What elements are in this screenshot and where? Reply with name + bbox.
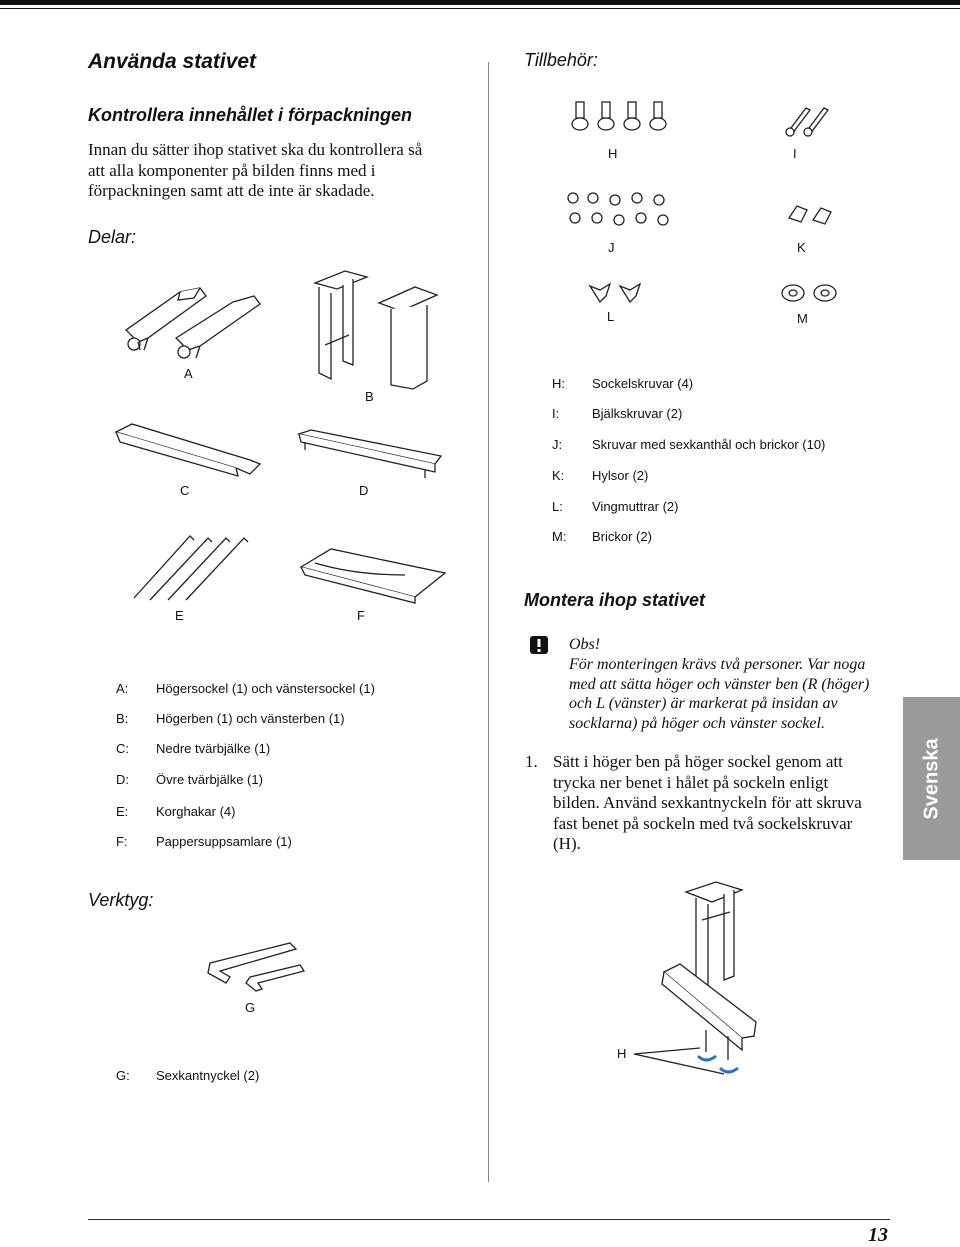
item-key: K: xyxy=(552,468,565,483)
top-rule xyxy=(0,0,960,5)
part-g-illustration xyxy=(200,935,310,995)
step-line: Sätt i höger ben på höger sockel genom att xyxy=(553,752,843,771)
part-e-illustration xyxy=(130,530,250,605)
item-value: Övre tvärbjälke (1) xyxy=(156,772,263,787)
figure-label-g: G xyxy=(245,1000,256,1015)
part-j-illustration xyxy=(563,190,683,230)
figure-label-d: D xyxy=(359,483,369,498)
parts-heading: Delar: xyxy=(88,227,137,247)
list-item xyxy=(116,711,476,731)
list-item xyxy=(116,834,476,854)
list-item xyxy=(116,681,476,701)
figure-label-k: K xyxy=(797,240,806,255)
item-value: Pappersuppsamlare (1) xyxy=(156,834,292,849)
part-m-illustration xyxy=(781,282,841,304)
note-line: För monteringen krävs två personer. Var noga xyxy=(569,656,866,673)
item-value: Sockelskruvar (4) xyxy=(592,376,694,391)
figure-label-h2: H xyxy=(617,1046,627,1061)
top-rule-thin xyxy=(0,8,960,9)
part-l-illustration xyxy=(588,280,648,310)
list-item xyxy=(116,741,476,761)
note-line: med att sätta höger och vänster ben (R (höger) xyxy=(569,675,870,693)
item-value: Högerben (1) och vänsterben (1) xyxy=(156,711,345,726)
part-i-illustration xyxy=(782,104,832,136)
list-item xyxy=(552,437,892,457)
intro-paragraph xyxy=(88,140,422,202)
intro-line: Innan du sätter ihop stativet ska du kontrollera så xyxy=(88,140,423,159)
list-item xyxy=(116,772,476,792)
intro-line: förpackningen samt att de inte är skadade. xyxy=(88,181,375,200)
part-f-illustration xyxy=(295,545,450,605)
figure-label-l: L xyxy=(607,309,615,324)
section-title: Använda stativet xyxy=(88,50,257,73)
assembly-heading: Montera ihop stativet xyxy=(524,590,706,610)
item-value: Korghakar (4) xyxy=(156,804,236,819)
list-item xyxy=(552,529,892,549)
intro-line: att alla komponenter på bilden finns med i xyxy=(88,160,376,180)
tools-heading: Verktyg: xyxy=(88,890,154,910)
item-value: Hylsor (2) xyxy=(592,468,649,483)
figure-label-b: B xyxy=(365,389,374,404)
figure-label-m: M xyxy=(797,311,808,326)
item-value: Sexkantnyckel (2) xyxy=(156,1068,260,1083)
subsection-title: Kontrollera innehållet i förpackningen xyxy=(88,105,413,125)
item-key: C: xyxy=(116,741,129,756)
part-b-illustration xyxy=(305,265,445,390)
part-d-illustration xyxy=(295,428,445,483)
list-item xyxy=(552,406,892,426)
note-line: och L (vänster) är markerat på insidan av xyxy=(569,695,838,712)
figure-label-a: A xyxy=(184,366,193,381)
language-tab-label: Svenska xyxy=(920,737,942,820)
item-value: Bjälkskruvar (2) xyxy=(592,406,683,421)
step-line: fast benet på sockeln med två sockelskruvar xyxy=(553,813,853,833)
list-item xyxy=(116,804,476,824)
item-key: J: xyxy=(552,437,563,452)
footer-rule xyxy=(88,1219,890,1220)
item-value: Nedre tvärbjälke (1) xyxy=(156,741,271,756)
item-key: B: xyxy=(116,711,129,726)
step-line: bilden. Använd sexkantnyckeln för att skruva xyxy=(553,793,862,812)
item-key: D: xyxy=(116,772,129,787)
figure-label-c: C xyxy=(180,483,190,498)
item-value: Vingmuttrar (2) xyxy=(592,499,679,514)
note-body xyxy=(569,655,869,733)
language-tab xyxy=(903,697,960,860)
item-key: A: xyxy=(116,681,129,696)
accessories-heading: Tillbehör: xyxy=(524,50,598,70)
item-value: Brickor (2) xyxy=(592,529,652,544)
leader-lines xyxy=(630,1050,710,1090)
part-c-illustration xyxy=(110,420,270,480)
figure-label-i: I xyxy=(793,146,797,161)
figure-label-f: F xyxy=(357,608,365,623)
step-number: 1. xyxy=(525,752,538,771)
step-line: (H). xyxy=(553,834,581,853)
part-k-illustration xyxy=(787,200,837,230)
page-number: 13 xyxy=(868,1224,888,1246)
part-h-illustration xyxy=(570,100,670,140)
warning-icon xyxy=(530,636,548,654)
part-a-illustration xyxy=(118,278,278,363)
item-key: I: xyxy=(552,406,560,421)
column-divider xyxy=(488,62,489,1182)
list-item xyxy=(552,376,892,396)
list-item xyxy=(116,1068,416,1088)
list-item xyxy=(552,468,892,488)
item-key: L: xyxy=(552,499,563,514)
step-line: trycka ner benet i hålet på sockeln enligt xyxy=(553,772,829,792)
figure-label-j: J xyxy=(608,240,615,255)
note-title: Obs! xyxy=(569,636,601,653)
figure-label-e: E xyxy=(175,608,184,623)
note-line: socklarna) på höger och vänster sockel. xyxy=(569,714,825,732)
figure-label-h: H xyxy=(608,146,618,161)
step-text xyxy=(553,752,862,855)
item-key: F: xyxy=(116,834,128,849)
item-key: M: xyxy=(552,529,567,544)
item-value: Högersockel (1) och vänstersockel (1) xyxy=(156,681,375,696)
list-item xyxy=(552,499,892,519)
item-key: G: xyxy=(116,1068,130,1083)
item-value: Skruvar med sexkanthål och brickor (10) xyxy=(592,437,826,452)
item-key: H: xyxy=(552,376,565,391)
item-key: E: xyxy=(116,804,129,819)
